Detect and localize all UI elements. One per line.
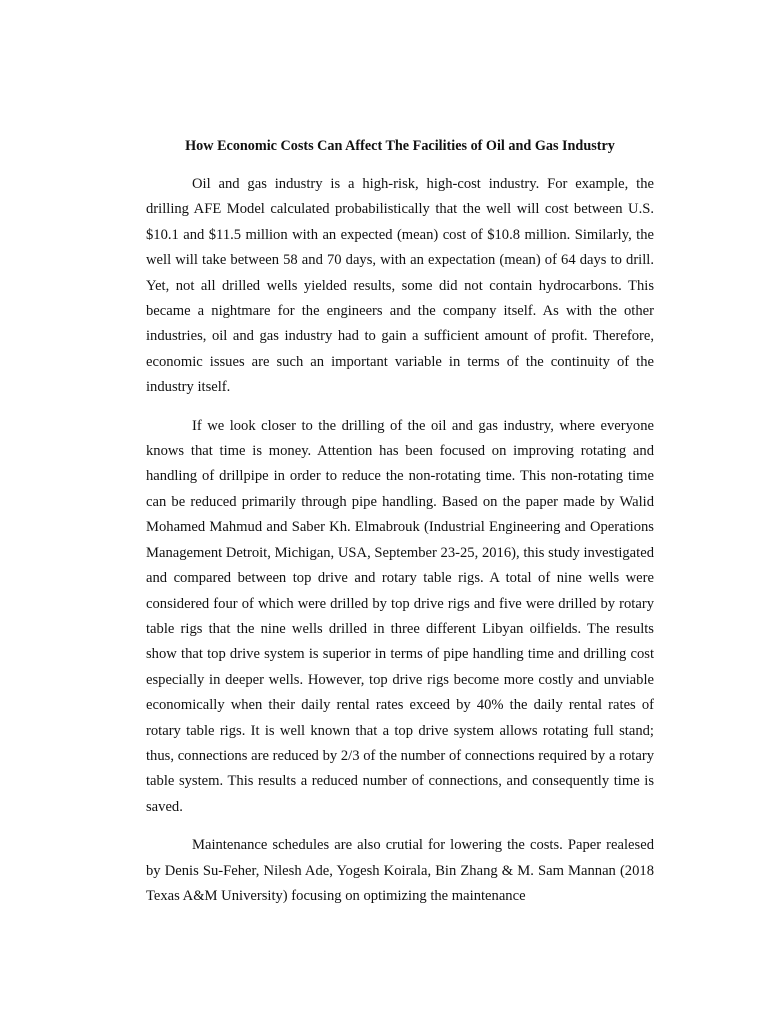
document-title: How Economic Costs Can Affect The Facilities of Oil and Gas Industry [185, 138, 615, 154]
paragraph-3: Maintenance schedules are also crutial for lowering the costs. Paper realesed by Denis Su-Feher, Nilesh Ade, Yogesh Koirala, Bin Zhang & M. Sam Mannan (2018 Texas A&M University) focusing on optimizing the maintenance [146, 837, 654, 904]
paragraph-2: If we look closer to the drilling of the oil and gas industry, where everyone knows that time is money. Attention has been focused on improving rotating and handling of drillpipe in order to reduce the non-rotating time. This non-rotating time can be reduced primarily through pipe handling. Based on the paper made by Walid Mohamed Mahmud and Saber Kh. Elmabrouk (Industrial Engineering and Operations Management Detroit, Michigan, USA, September 23-25, 2016), this study investigated and compared between top drive and rotary table rigs. A total of nine wells were considered four of which were drilled by top drive rigs and five were drilled by rotary table rigs that the nine wells drilled in three different Libyan oilfields. The results show that top drive system is superior in terms of pipe handling time and drilling cost especially in deeper wells. However, top drive rigs become more costly and unviable economically when their daily rental rates exceed by 40% the daily rental rates of rotary table rigs. It is well known that a top drive system allows rotating full stand; thus, connections are reduced by 2/3 of the number of connections required by a rotary table system. This results a reduced number of connections, and consequently time is saved. [146, 417, 654, 815]
paragraph-1: Oil and gas industry is a high-risk, high-cost industry. For example, the drilling AFE Model calculated probabilistically that the well will cost between U.S. $10.1 and $11.5 million with an expected (mean) cost of $10.8 million. Similarly, the well will take between 58 and 70 days, with an expectation (mean) of 64 days to drill. Yet, not all drilled wells yielded results, some did not contain hydrocarbons. This became a nightmare for the engineers and the company itself. As with the other industries, oil and gas industry had to gain a sufficient amount of profit. Therefore, economic issues are such an important variable in terms of the continuity of the industry itself. [146, 176, 654, 396]
document-body [146, 172, 654, 922]
